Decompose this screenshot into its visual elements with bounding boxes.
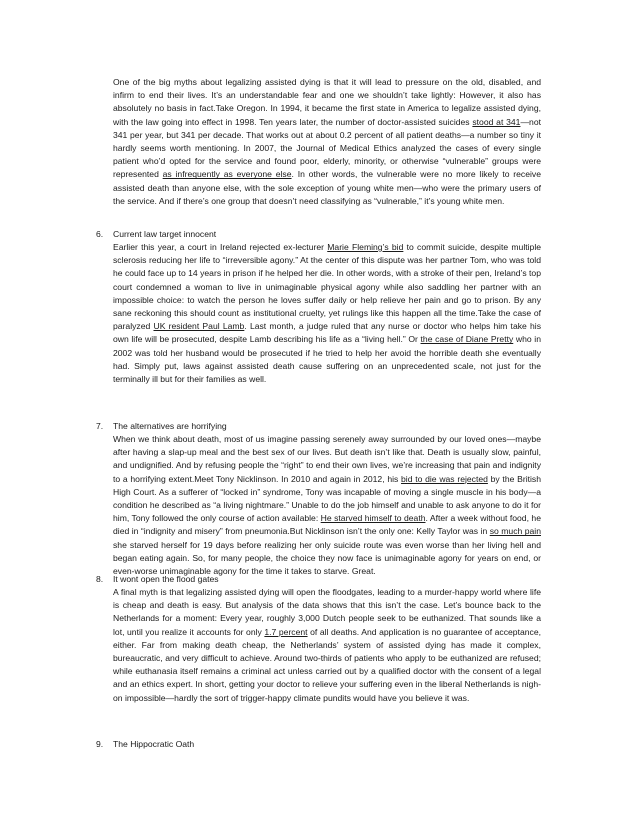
text: of all deaths. And application is no guarantee of acceptance, either. Far from making death cheap, the Netherlands’ system of assisted dying has made it complex, bureaucratic, and very difficult to achieve. Around two-thirds of patients who apply to be euthanized are refused; while euthanasia itself remains a criminal act unless carried out by a qualified doctor with the consent of a legal and an ethics expert. In short, getting your doctor to relieve your suffering even in the liberal Netherlands is nigh-on impossible—hardly the sort of trigger-happy climate pundits would have you believe it was. (113, 626, 541, 703)
item-6-paragraph (113, 241, 541, 386)
list-heading: The alternatives are horrifying (113, 421, 227, 431)
text: Earlier this year, a court in Ireland rejected ex-lecturer (113, 242, 328, 252)
text: by the British High Court. As a sufferer of “locked in” syndrome, Tony was incapable of moving a single muscle in his body—a condition he described as “a living nightmare.” Unable to do the job himself and unable to ask anyone to do it for him, Tony followed the only course of action available: (113, 473, 541, 524)
list-number: 7. (96, 421, 104, 431)
item-8-paragraph (113, 586, 541, 705)
text: to commit suicide, despite multiple sclerosis reducing her life to “irreversible agony.” At the center of this dispute was her partner Tom, who was told he could face up to 14 years in prison if he helped her die. In other words, with a stroke of their pen, Ireland’s top court condemned a woman to live in unimaginable physical agony while also saddling her partner with an impossible choice: to watch the person he loves suffer daily or help relieve her pain and go to prison. By any sane reckoning this should count as institutional cruelty, yet rulings like this happen all the time.Take the case of paralyzed (113, 242, 542, 332)
list-number: 6. (96, 229, 104, 239)
link-as-infrequently[interactable]: as infrequently as everyone else (162, 169, 292, 180)
text: she starved herself for 19 days before realizing her only suicide route was even worse than her living hell and began eating again. So, for many people, the choice they now face is unimaginable agony for years on end, or even-worse unimaginable agony for the time it takes to starve. Great. (113, 539, 541, 577)
link-starved-himself[interactable]: He starved himself to death (320, 513, 426, 524)
intro-text-2: —not 341 per year, but 341 per decade. That works out at about 0.2 percent of all patient deaths—a number so tiny it hardly seems worth mentioning. In 2007, the Journal of Medical Ethics analyzed the cases of every single patient who’d opted for the service and found poor, elderly, minority, or otherwise “vulnerable” groups were represented (113, 116, 541, 180)
link-diane-pretty[interactable]: the case of Diane Pretty (420, 334, 514, 345)
text: When we think about death, most of us imagine passing serenely away surrounded by our loved ones—maybe after having a slap-up meal and the best sex of our lives. But death isn’t like that. Death is usually slow, painful, and undignified. And by refusing people the “right” to end their own lives, we’re increasing that pain and indignity to a horrifying extent.Meet Tony Nicklinson. In 2010 and again in 2012, his (113, 434, 541, 484)
link-bid-to-die[interactable]: bid to die was rejected (401, 473, 488, 484)
link-stood-at-341[interactable]: stood at 341 (472, 116, 521, 127)
list-number: 9. (96, 739, 104, 749)
link-paul-lamb[interactable]: UK resident Paul Lamb (153, 321, 245, 332)
intro-text-3: . In other words, the vulnerable were no more likely to receive assisted death than anyone else, with the sole exception of young white men—who were the primary users of the service. And if there’s one group that doesn’t need classifying as “vulnerable,” it’s young white men. (113, 169, 541, 206)
text: A final myth is that legalizing assisted dying will open the floodgates, leading to a murder-happy world where life is cheap and death is easy. But analysis of the data shows that this isn’t the case. Let’s bounce back to the Netherlands for a moment: Every year, roughly 3,000 Dutch people seek to be euthanized. That sounds like a lot, until you realize it accounts for only (113, 587, 541, 637)
link-1-7-percent[interactable]: 1.7 percent (264, 626, 308, 637)
list-heading: Current law target innocent (113, 229, 217, 239)
text: . Last month, a judge ruled that any nurse or doctor who helps him take his own life will be prosecuted, despite Lamb describing his life as a “living hell.” Or (113, 321, 541, 345)
intro-text-1: One of the big myths about legalizing assisted dying is that it will lead to pressure on the old, disabled, and infirm to end their lives. It’s an understandable fear and one we shouldn’t take lightly: However, it also has absolutely no basis in fact.Take Oregon. In 1994, it became the first state in America to legalize assisted dying, with the law going into effect in 1998. Ten years later, the number of doctor-assisted suicides (113, 77, 541, 127)
text: who in 2002 was told her husband would be prosecuted if he tried to help her avoid the horrible death she eventually had. Simply put, laws against assisted death cause suffering on an unprecedented scale, not just for the terminally ill but for their families as well. (113, 334, 541, 385)
list-heading: It wont open the flood gates (113, 574, 219, 584)
list-heading: The Hippocratic Oath (113, 739, 195, 749)
list-number: 8. (96, 574, 104, 584)
text: . After a week without food, he died in “indignity and misery” from pneumonia.But Nicklinson isn’t the only one: Kelly Taylor was in (113, 513, 541, 537)
link-marie-fleming[interactable]: Marie Fleming’s bid (327, 242, 404, 252)
intro-paragraph (113, 76, 541, 208)
item-7-paragraph (113, 433, 541, 578)
link-so-much-pain[interactable]: so much pain (489, 526, 541, 537)
